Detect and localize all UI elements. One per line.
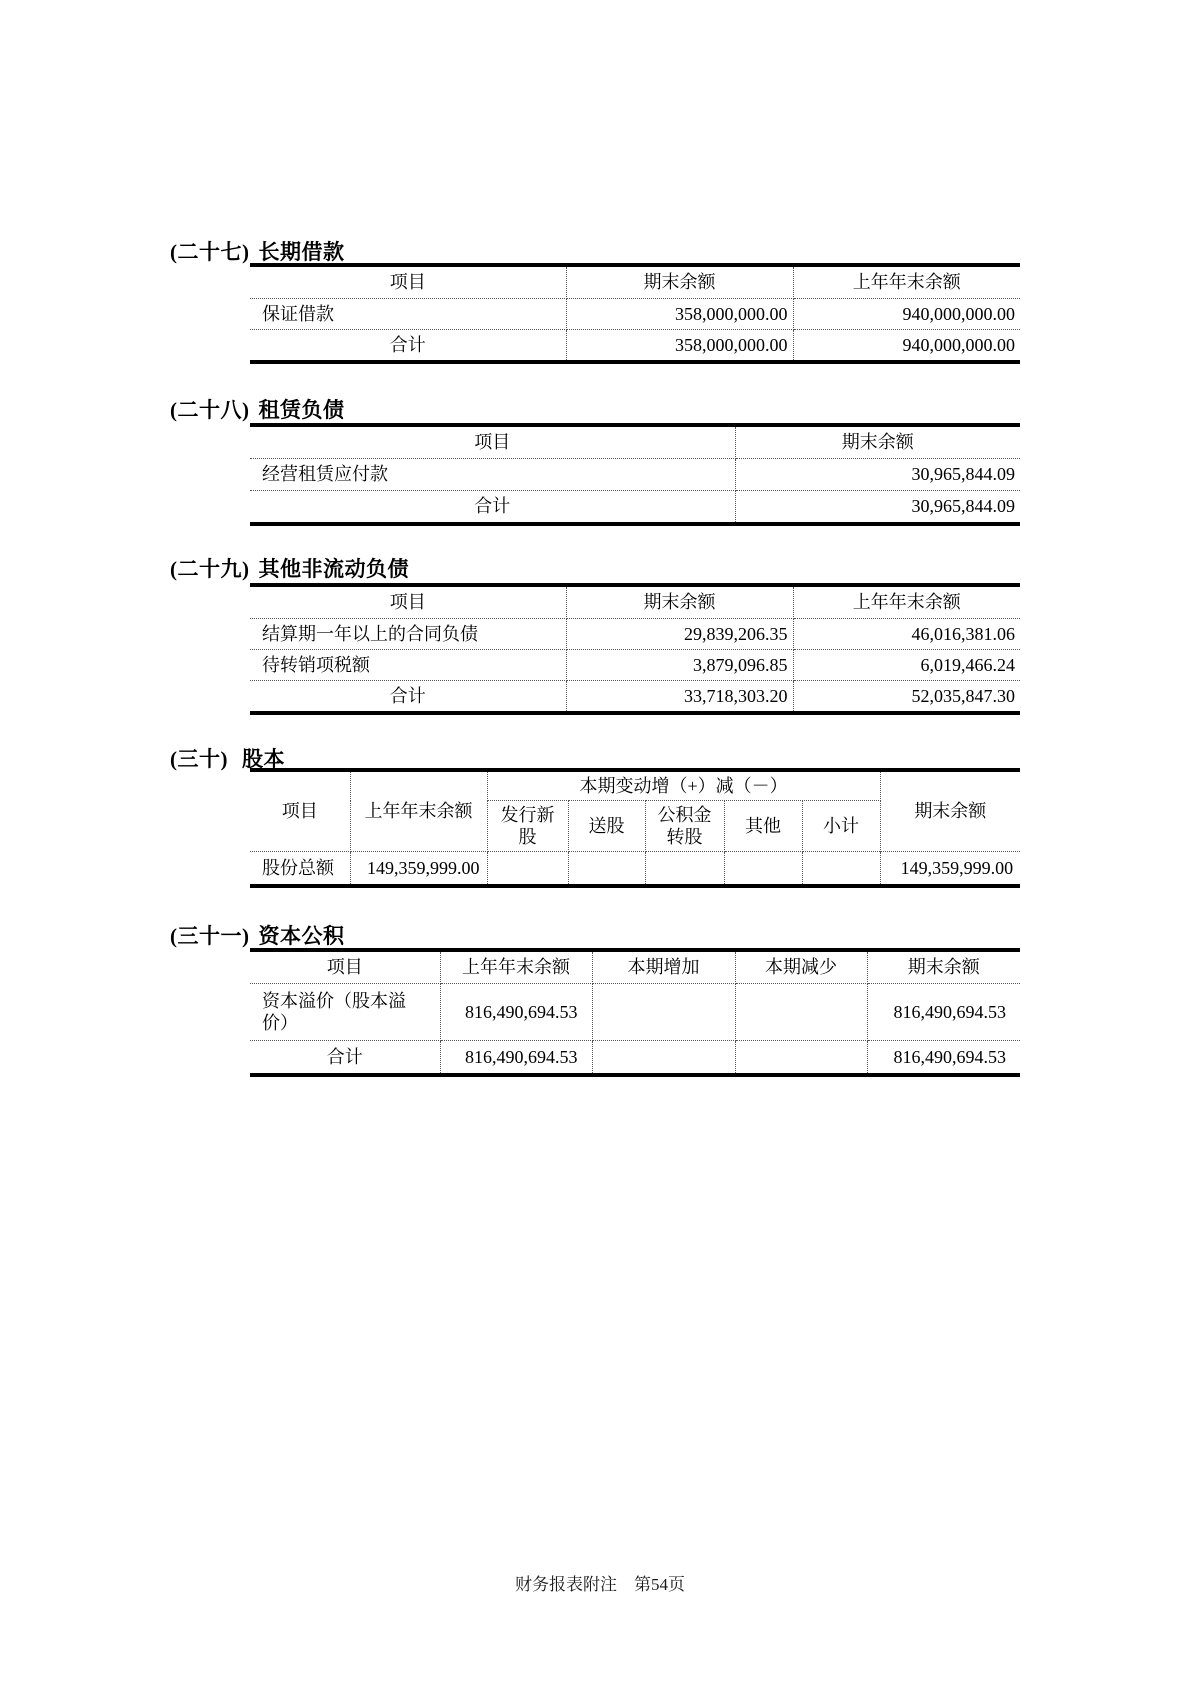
column-group-header: 本期变动增（+）减（－）: [487, 770, 880, 801]
value-cell: 816,490,694.53: [867, 1041, 1020, 1076]
value-cell: 816,490,694.53: [440, 1041, 592, 1076]
column-header: 期末余额: [880, 770, 1020, 852]
lease-liabilities-table: [250, 423, 1020, 526]
empty-cell: [592, 1041, 735, 1076]
section-title-27: [170, 236, 345, 266]
page-footer: 财务报表附注 第54页: [515, 1575, 685, 1594]
section-title-29: [170, 553, 409, 583]
section-name: 资本公积: [258, 924, 345, 948]
item-cell: 结算期一年以上的合同负债: [250, 619, 566, 650]
section-number: (三十一): [170, 924, 250, 948]
share-capital-table: [250, 768, 1020, 888]
item-cell: 待转销项税额: [250, 650, 566, 681]
section-name: 股本: [242, 747, 285, 771]
table-row: [250, 984, 1020, 1041]
total-row: [250, 330, 1020, 363]
table-row: [250, 459, 1020, 491]
section-number: (三十): [170, 747, 228, 771]
column-header: 上年年末余额: [793, 265, 1020, 299]
empty-cell: [645, 852, 724, 887]
value-cell: 30,965,844.09: [735, 459, 1020, 491]
empty-cell: [592, 984, 735, 1041]
table-header-row: [250, 425, 1020, 459]
value-cell: 33,718,303.20: [566, 681, 793, 714]
value-cell: 6,019,466.24: [793, 650, 1020, 681]
section-name: 租赁负债: [258, 398, 345, 422]
total-label-cell: 合计: [250, 330, 566, 363]
section-name: 长期借款: [258, 240, 345, 264]
other-noncurrent-liabilities-table: [250, 583, 1020, 715]
section-name: 其他非流动负债: [258, 557, 409, 581]
column-header: 期末余额: [566, 265, 793, 299]
item-cell: 经营租赁应付款: [250, 459, 735, 491]
capital-reserve-table: [250, 948, 1020, 1077]
column-header: 项目: [250, 950, 440, 984]
value-cell: 30,965,844.09: [735, 491, 1020, 525]
table-row: [250, 852, 1020, 887]
column-subheader: 公积金转股: [645, 801, 724, 852]
value-cell: 940,000,000.00: [793, 299, 1020, 330]
column-header: 项目: [250, 585, 566, 619]
total-row: [250, 681, 1020, 714]
empty-cell: [735, 1041, 867, 1076]
empty-cell: [487, 852, 568, 887]
column-header: 期末余额: [566, 585, 793, 619]
section-number: (二十八): [170, 398, 250, 422]
total-label-cell: 合计: [250, 681, 566, 714]
column-subheader: 发行新股: [487, 801, 568, 852]
column-header: 上年年末余额: [440, 950, 592, 984]
table-row: [250, 299, 1020, 330]
empty-cell: [724, 852, 802, 887]
value-cell: 816,490,694.53: [867, 984, 1020, 1041]
total-row: [250, 1041, 1020, 1076]
column-subheader: 小计: [802, 801, 880, 852]
table-header-row: [250, 770, 1020, 801]
column-header: 项目: [250, 265, 566, 299]
column-subheader: 其他: [724, 801, 802, 852]
table-header-row: [250, 950, 1020, 984]
value-cell: 358,000,000.00: [566, 299, 793, 330]
value-cell: 149,359,999.00: [880, 852, 1020, 887]
table-row: [250, 650, 1020, 681]
column-header: 上年年末余额: [793, 585, 1020, 619]
section-title-28: [170, 394, 345, 424]
item-cell: 保证借款: [250, 299, 566, 330]
column-header: 上年年末余额: [350, 770, 487, 852]
empty-cell: [802, 852, 880, 887]
column-header: 项目: [250, 425, 735, 459]
column-header: 期末余额: [867, 950, 1020, 984]
value-cell: 149,359,999.00: [350, 852, 487, 887]
table-header-row: [250, 265, 1020, 299]
value-cell: 46,016,381.06: [793, 619, 1020, 650]
value-cell: 358,000,000.00: [566, 330, 793, 363]
value-cell: 29,839,206.35: [566, 619, 793, 650]
longterm-loans-table: [250, 263, 1020, 364]
section-number: (二十七): [170, 240, 250, 264]
table-header-row: [250, 585, 1020, 619]
column-header: 项目: [250, 770, 350, 852]
column-header: 本期增加: [592, 950, 735, 984]
item-cell: 股份总额: [250, 852, 350, 887]
value-cell: 52,035,847.30: [793, 681, 1020, 714]
total-label-cell: 合计: [250, 491, 735, 525]
total-row: [250, 491, 1020, 525]
value-cell: 816,490,694.53: [440, 984, 592, 1041]
item-cell: 资本溢价（股本溢价）: [250, 984, 440, 1041]
total-label-cell: 合计: [250, 1041, 440, 1076]
column-subheader: 送股: [568, 801, 645, 852]
empty-cell: [735, 984, 867, 1041]
column-header: 期末余额: [735, 425, 1020, 459]
value-cell: 940,000,000.00: [793, 330, 1020, 363]
empty-cell: [568, 852, 645, 887]
section-number: (二十九): [170, 557, 250, 581]
column-header: 本期减少: [735, 950, 867, 984]
section-title-31: [170, 920, 345, 950]
value-cell: 3,879,096.85: [566, 650, 793, 681]
table-row: [250, 619, 1020, 650]
